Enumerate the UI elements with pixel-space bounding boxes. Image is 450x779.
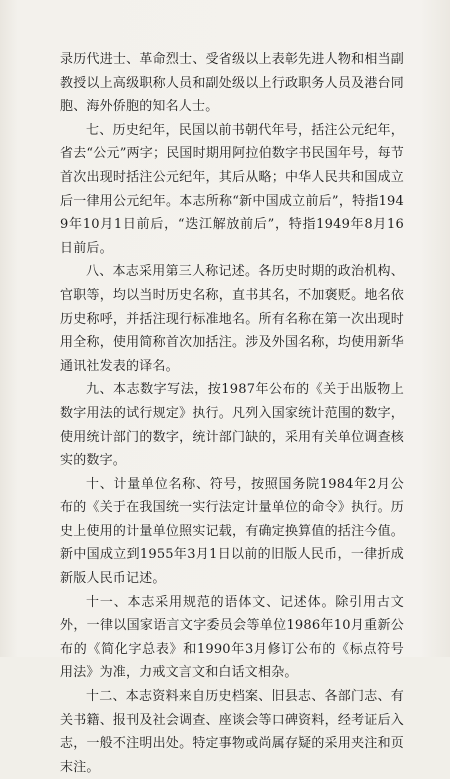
paragraph-item-9-numbers: 九、本志数字写法，按1987年公布的《关于出版物上数字用法的试行规定》执行。凡列入国家统计范围的数字，使用统计部门的数字，统计部门缺的，采用有关单位调查核实的数字。: [60, 382, 404, 469]
paragraph-item-12-sources: 十二、本志资料来自历史档案、旧县志、各部门志、有关书籍、报刊及社会调查、座谈会等口碑资料，经考证后入志，一般不注明出处。特定事物或尚属存疑的采用夹注和页末注。: [60, 689, 404, 775]
document-body: [60, 48, 404, 779]
paragraph-item-7-chronology: 七、历史纪年，民国以前书朝代年号，括注公元纪年，省去“公元”两字；民国时期用阿拉伯数字书民国年号，每节首次出现时括注公元纪年，其后从略；中华人民共和国成立后一律用公元纪年。本志所称“新中国成立前后”，特指1949年10月1日前后，“迭江解放前后”，特指1949年8月16日前后。: [60, 122, 404, 256]
paragraph-item-10-units: 十、计量单位名称、符号，按照国务院1984年2月公布的《关于在我国统一实行法定计量单位的命令》执行。历史上使用的计量单位照实记载，有确定换算值的括注今值。新中国成立到1955年3月1日以前的旧版人民币，一律折成新版人民币记述。: [60, 476, 404, 587]
paragraph-continuation: 录历代进士、革命烈士、受省级以上表彰先进人物和相当副教授以上高级职称人员和副处级以上行政职务人员及港台同胞、海外侨胞的知名人士。: [60, 52, 404, 115]
paragraph-item-11-language: 十一、本志采用规范的语体文、记述体。除引用古文外，一律以国家语言文字委员会等单位1986年10月重新公布的《简化字总表》和1990年3月修订公布的《标点符号用法》为准，力戒文言文和白话文相杂。: [60, 594, 404, 681]
paragraph-item-8-narration: 八、本志采用第三人称记述。各历史时期的政治机构、官职等，均以当时历史名称，直书其名，不加褒贬。地名依历史称呼，并括注现行标准地名。所有名称在第一次出现时用全称，使用简称首次加括注。涉及外国名称，均使用新华通讯社发表的译名。: [60, 264, 404, 374]
